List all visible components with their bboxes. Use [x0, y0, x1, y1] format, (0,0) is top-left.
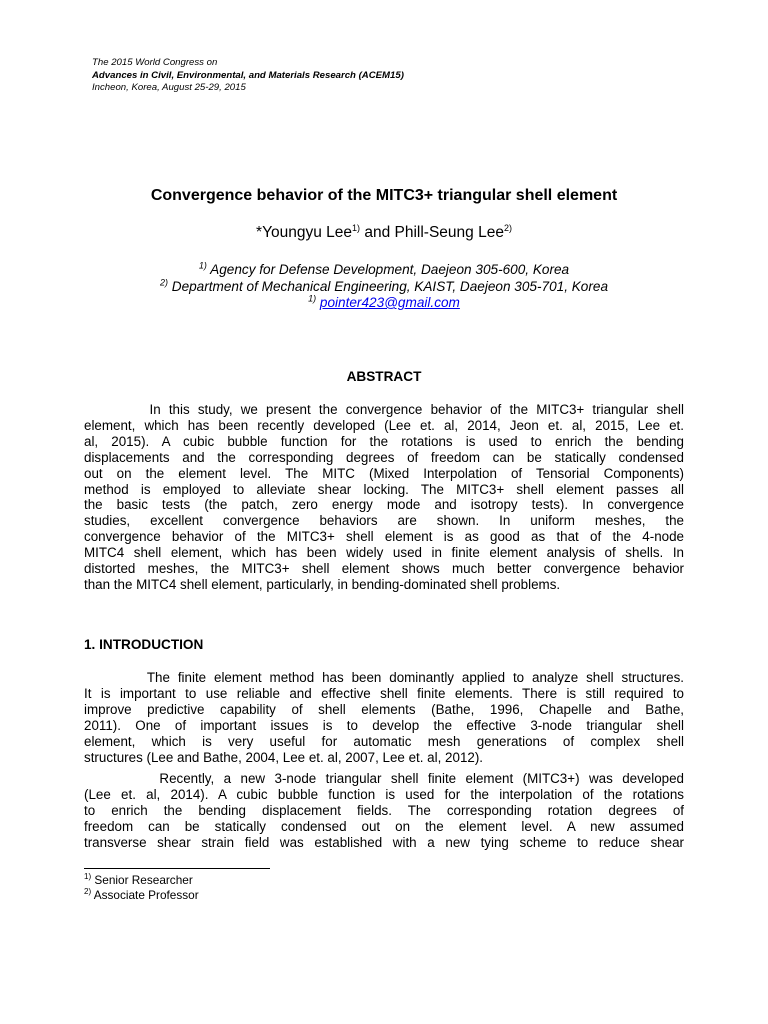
intro-line: to enrich the bending displacement fields. The corresponding rotation degrees of: [84, 802, 684, 818]
conference-line-1: The 2015 World Congress on: [92, 57, 218, 68]
author-conjunction: and: [360, 224, 395, 241]
intro-line: structures (Lee and Bathe, 2004, Lee et. al, 2007, Lee et. al, 2012).: [84, 749, 484, 765]
introduction-paragraph-2: [84, 771, 684, 851]
intro-line: The finite element method has been dominantly applied to analyze shell structures.: [84, 670, 684, 685]
email-mark: 1): [308, 293, 317, 304]
affiliation-2-text: Department of Mechanical Engineering, KAIST, Daejeon 305-701, Korea: [167, 278, 609, 294]
abstract-line: displacements and the corresponding degrees of freedom can be statically condensed: [84, 449, 684, 465]
email-line: [0, 295, 768, 312]
footnote-1-mark: 1): [84, 872, 92, 882]
introduction-heading: 1. INTRODUCTION: [84, 637, 204, 652]
author-1-mark: 1): [352, 222, 361, 233]
affiliations: [0, 262, 768, 312]
abstract-line: MITC4 shell element, which has been widely used in finite element analysis of shells. In: [84, 545, 684, 561]
abstract-line: In this study, we present the convergence behavior of the MITC3+ triangular shell: [84, 402, 684, 417]
footnote-1: [84, 873, 199, 888]
intro-line: improve predictive capability of shell elements (Bathe, 1996, Chapelle and Bathe,: [84, 701, 684, 717]
abstract-line: method is employed to alleviate shear locking. The MITC3+ shell element passes all: [84, 481, 684, 497]
affiliation-2-mark: 2): [159, 276, 168, 287]
introduction-paragraph-1: [84, 670, 684, 765]
abstract-line: studies, excellent convergence behaviors are shown. In uniform meshes, the: [84, 513, 684, 529]
abstract-heading: ABSTRACT: [346, 369, 422, 384]
intro-line: element, which is very useful for automatic mesh generations of complex shell: [84, 733, 684, 749]
paper-title: Convergence behavior of the MITC3+ triangular shell element: [150, 187, 618, 204]
affiliation-1-mark: 1): [198, 260, 207, 271]
abstract-line: distorted meshes, the MITC3+ shell element shows much better convergence behavior: [84, 561, 684, 577]
author-line: [0, 224, 768, 242]
abstract-line: out on the element level. The MITC (Mixed Interpolation of Tensorial Components): [84, 465, 684, 481]
author-2-mark: 2): [503, 222, 512, 233]
affiliation-2: [0, 276, 768, 296]
abstract-line: al, 2015). A cubic bubble function for the rotations is used to enrich the bending: [84, 433, 684, 449]
footnote-2-text: Associate Professor: [91, 887, 199, 902]
author-1-name: *Youngyu Lee: [256, 224, 352, 241]
intro-line: 2011). One of important issues is to develop the effective 3-node triangular shell: [84, 717, 684, 733]
abstract-line: convergence behavior of the MITC3+ shell element is as good as that of the 4-node: [84, 529, 684, 545]
conference-header: [92, 57, 404, 95]
affiliation-1: [0, 262, 768, 279]
footnote-2-mark: 2): [84, 886, 92, 896]
footnote-divider: [84, 868, 270, 869]
intro-line: It is important to use reliable and effective shell finite elements. There is still required to: [84, 685, 684, 701]
affiliation-1-text: Agency for Defense Development, Daejeon 305-600, Korea: [206, 262, 570, 277]
abstract-line: element, which has been recently developed (Lee et. al, 2014, Jeon et. al, 2015, Lee et.: [84, 417, 684, 433]
intro-line: transverse shear strain field was established with a new tying scheme to reduce shear: [84, 834, 684, 850]
conference-line-2: Advances in Civil, Environmental, and Materials Research (ACEM15): [92, 69, 404, 81]
author-2-name: Phill-Seung Lee: [394, 224, 504, 241]
intro-line: (Lee et. al, 2014). A cubic bubble function is used for the interpolation of the rotations: [84, 786, 684, 802]
footnote-1-text: Senior Researcher: [91, 873, 193, 887]
footnotes: [84, 873, 199, 902]
abstract-line: the basic tests (the patch, zero energy mode and isotropy tests). In convergence: [84, 497, 684, 513]
email-link[interactable]: pointer423@gmail.com: [319, 295, 460, 310]
intro-line: freedom can be statically condensed out on the element level. A new assumed: [84, 818, 684, 834]
footnote-2: [84, 888, 199, 903]
abstract-paragraph: [84, 402, 684, 593]
conference-line-3: Incheon, Korea, August 25-29, 2015: [92, 82, 246, 93]
abstract-line: than the MITC4 shell element, particularly, in bending-dominated shell problems.: [84, 576, 561, 592]
intro-line: Recently, a new 3-node triangular shell finite element (MITC3+) was developed: [84, 771, 684, 786]
